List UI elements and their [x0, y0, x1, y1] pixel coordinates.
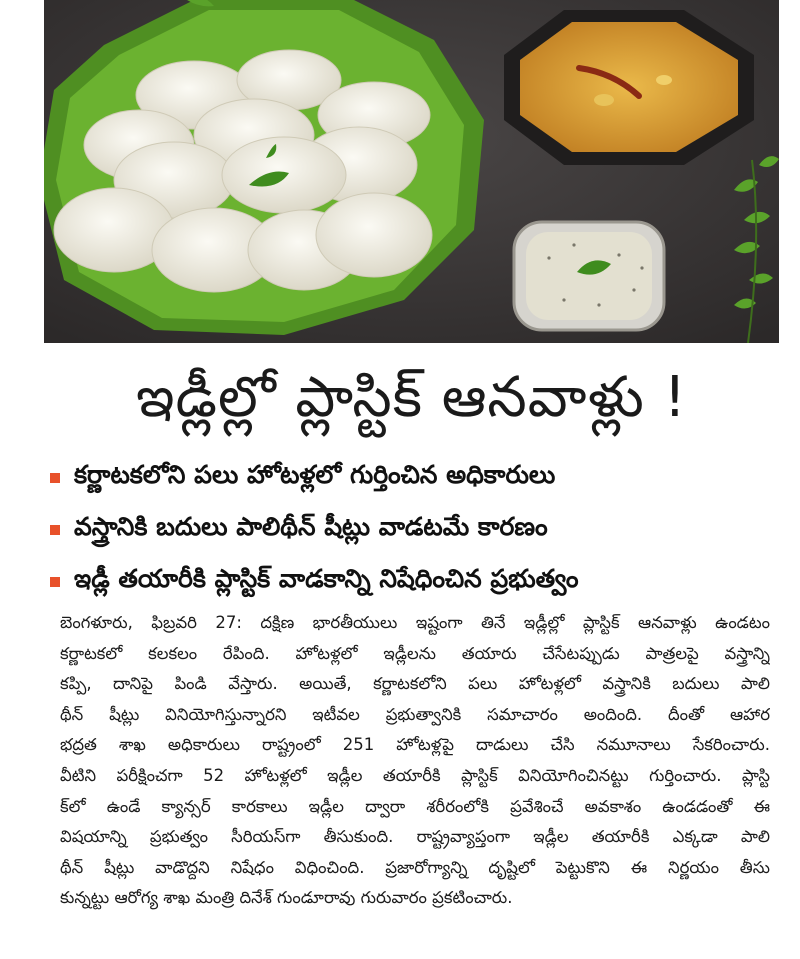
- highlight-item: [44, 556, 779, 608]
- highlights-list: [44, 452, 779, 608]
- idli-photo: [44, 0, 779, 343]
- highlight-text: కర్ణాటకలోని పలు హోటళ్లలో గుర్తించిన అధికారులు: [74, 460, 556, 489]
- highlight-item: [44, 504, 779, 556]
- highlight-text: ఇడ్లీ తయారీకి ప్లాస్టిక్ వాడకాన్ని నిషేధించిన ప్రభుత్వం: [74, 564, 579, 593]
- article-line: కున్నట్టు ఆరోగ్య శాఖ మంత్రి దినేశ్ గుండూరావు గురువారం ప్రకటించారు.: [60, 888, 513, 908]
- highlight-text: వస్త్రానికి బదులు పాలిథీన్ షీట్లు వాడటమే కారణం: [74, 512, 548, 541]
- bullet-square-icon: [50, 525, 60, 535]
- article-line: విషయాన్ని ప్రభుత్వం సీరియస్‌గా తీసుకుంది. రాష్ట్రవ్యాప్తంగా ఇడ్లీల తయారీకి ఎక్కడా పాలి: [60, 827, 770, 847]
- article-line: వీటిని పరీక్షించగా 52 హోటళ్లలో ఇడ్లీల తయారీకి ప్లాస్టిక్ వినియోగించినట్టు గుర్తించారు. ప్లాస్టి: [60, 765, 770, 785]
- headline: ఇడ్లీల్లో ప్లాస్టిక్ ఆనవాళ్లు !: [135, 365, 688, 430]
- article-line: క్‌లో ఉండే క్యాన్సర్ కారకాలు ఇడ్లీల ద్వారా శరీరంలోకి ప్రవేశించే అవకాశం ఉండడంతో ఈ: [60, 796, 770, 816]
- article-line: బెంగళూరు, ఫిబ్రవరి 27: దక్షిణ భారతీయులు ఇష్టంగా తినే ఇడ్లీల్లో ప్లాస్టిక్ ఆనవాళ్లు ఉండటం: [60, 613, 770, 632]
- bullet-square-icon: [50, 473, 60, 483]
- article-line: భద్రత శాఖ అధికారులు రాష్ట్రంలో 251 హోటళ్లపై దాడులు చేసి నమూనాలు సేకరించారు.: [60, 735, 770, 755]
- article-line: థీన్ షీట్లు వినియోగిస్తున్నారని ఇటీవల ప్రభుత్వానికి సమాచారం అందింది. దీంతో ఆహార: [60, 704, 770, 724]
- article-body: [60, 608, 770, 914]
- article-line: కప్పి, దానిపై పిండి వేస్తారు. అయితే, కర్ణాటకలోని పలు హోటళ్లలో వస్త్రానికి బదులు పాలి: [60, 674, 770, 694]
- article-line: థీన్ షీట్లు వాడొద్దని నిషేధం విధించింది. ప్రజారోగ్యాన్ని దృష్టిలో పెట్టుకొని ఈ నిర్ణయం తీసు: [60, 857, 770, 877]
- highlight-item: [44, 452, 779, 504]
- bullet-square-icon: [50, 577, 60, 587]
- article-line: కర్ణాటకలో కలకలం రేపింది. హోటళ్లలో ఇడ్లీలను తయారు చేసేటప్పుడు పాత్రలపై వస్త్రాన్ని: [60, 643, 770, 663]
